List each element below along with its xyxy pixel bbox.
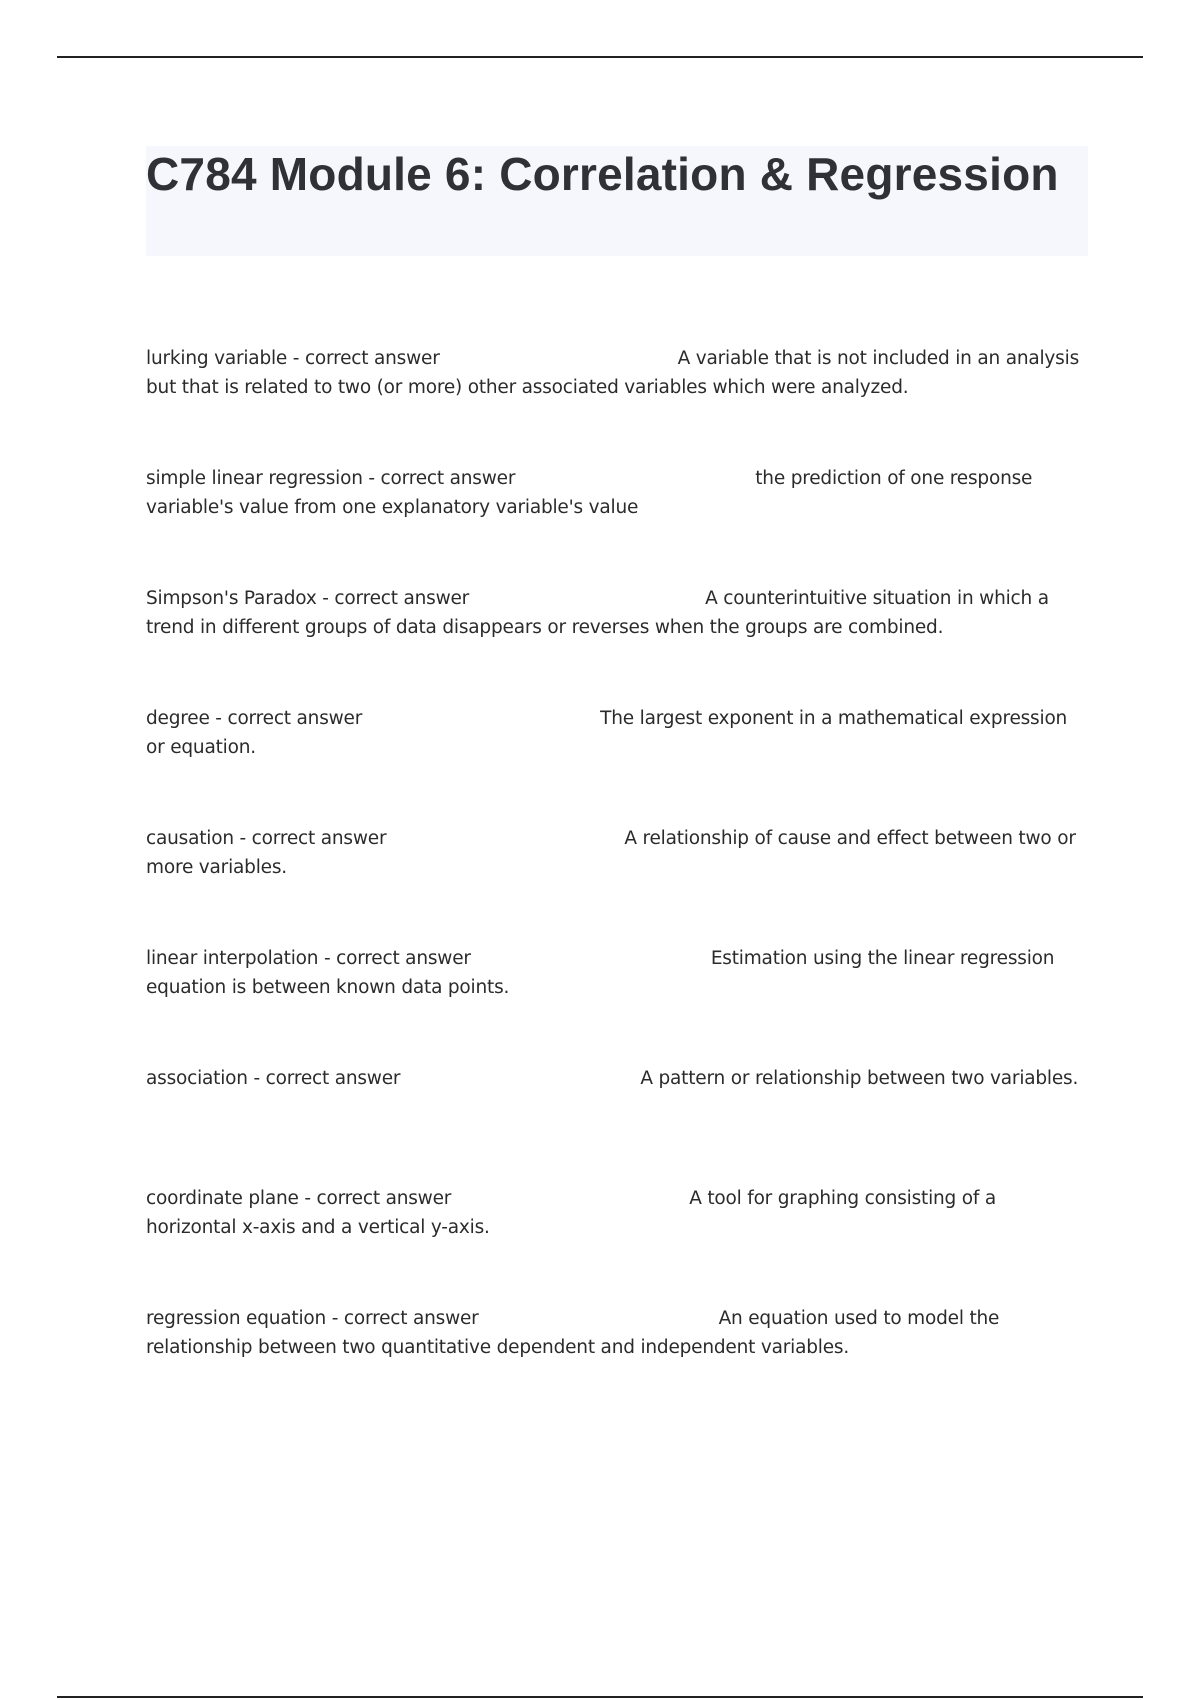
- flashcard-term: lurking variable - correct answer: [146, 348, 440, 369]
- flashcard-text: [146, 464, 1088, 522]
- flashcard-text: [146, 344, 1088, 402]
- flashcard-definition: A pattern or relationship between two variables.: [640, 1068, 1079, 1089]
- flashcard-term: linear interpolation - correct answer: [146, 948, 471, 969]
- flashcard: [146, 704, 1088, 824]
- flashcard-definition: An equation used to model the relationship between two quantitative dependent and independent variables.: [146, 1308, 1000, 1358]
- flashcard-term: coordinate plane - correct answer: [146, 1188, 452, 1209]
- bottom-divider: [57, 1696, 1143, 1698]
- flashcard-term: Simpson's Paradox - correct answer: [146, 588, 470, 609]
- flashcard: [146, 1064, 1088, 1184]
- flashcard-definition: Estimation using the linear regression equation is between known data points.: [146, 948, 1055, 998]
- flashcard-text: [146, 1064, 1088, 1093]
- flashcard-definition: the prediction of one response variable's value from one explanatory variable's value: [146, 468, 1033, 518]
- flashcard-text: [146, 1184, 1088, 1242]
- flashcard: [146, 464, 1088, 584]
- flashcard-list: [146, 344, 1088, 1424]
- flashcard-text: [146, 944, 1088, 1002]
- title-block: [146, 146, 1088, 256]
- flashcard-definition: A tool for graphing consisting of a horizontal x-axis and a vertical y-axis.: [146, 1188, 997, 1238]
- flashcard: [146, 944, 1088, 1064]
- flashcard-definition: A relationship of cause and effect between two or more variables.: [146, 828, 1076, 878]
- flashcard-text: [146, 704, 1088, 762]
- flashcard: [146, 1304, 1088, 1424]
- flashcard-term: simple linear regression - correct answer: [146, 468, 516, 489]
- flashcard-term: regression equation - correct answer: [146, 1308, 479, 1329]
- flashcard-definition: A counterintuitive situation in which a trend in different groups of data disappears or reverses when the groups are combined.: [146, 588, 1049, 638]
- flashcard-term: degree - correct answer: [146, 708, 363, 729]
- flashcard: [146, 344, 1088, 464]
- flashcard-definition: A variable that is not included in an analysis but that is related to two (or more) other associated variables which were analyzed.: [146, 348, 1080, 398]
- flashcard: [146, 584, 1088, 704]
- flashcard-term: causation - correct answer: [146, 828, 387, 849]
- flashcard-text: [146, 584, 1088, 642]
- page-title: C784 Module 6: Correlation & Regression: [146, 148, 1059, 200]
- flashcard-definition: The largest exponent in a mathematical expression or equation.: [146, 708, 1068, 758]
- flashcard-text: [146, 824, 1088, 882]
- flashcard-text: [146, 1304, 1088, 1362]
- flashcard: [146, 1184, 1088, 1304]
- flashcard-term: association - correct answer: [146, 1068, 401, 1089]
- flashcard: [146, 824, 1088, 944]
- top-divider: [57, 56, 1143, 58]
